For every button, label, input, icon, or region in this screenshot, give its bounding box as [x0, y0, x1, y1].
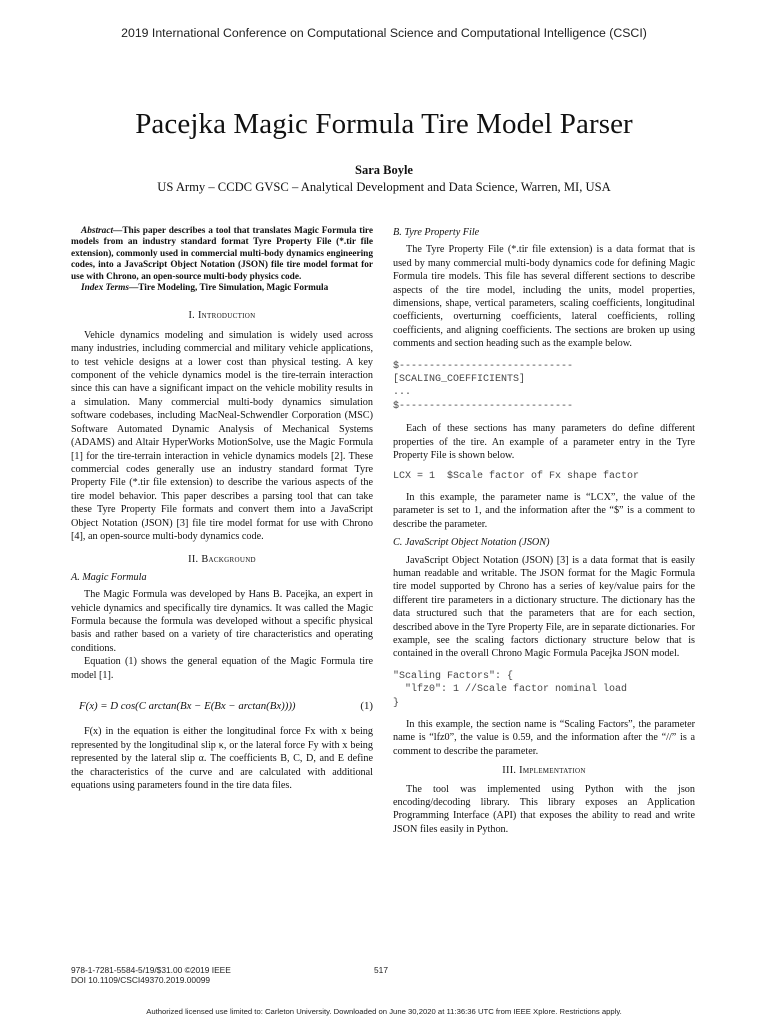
footer-doi: DOI 10.1109/CSCI49370.2019.00099 [71, 975, 211, 986]
right-column [393, 226, 695, 836]
abstract [71, 226, 373, 294]
tyre-paragraph-3: In this example, the parameter name is “LCX”, the value of the parameter is set to 1, and the information after the “$” is a comment to describe the parameter. [393, 491, 695, 530]
json-code-example: "Scaling Factors": { "lfz0": 1 //Scale factor nominal load } [393, 670, 628, 709]
magic-formula-paragraph-3: F(x) in the equation is either the longitudinal force Fx with x being represented by the longitudinal slip κ, or the lateral force Fy with x being represented by the lateral slip α. The coefficients B, C, D, and E define the characteristics of the curve and are calculated with additional equations using parameters found in the tire data files. [71, 726, 373, 792]
subsection-json: C. JavaScript Object Notation (JSON) [393, 537, 550, 549]
index-terms-label: Index Terms [81, 283, 129, 294]
page-number: 517 [374, 965, 388, 975]
json-paragraph-1: JavaScript Object Notation (JSON) [3] is a data format that is easily human readable and writable. The JSON format for the Magic Formula tire model supported by Chrono has a series of key/value pairs for the different tire parameters in a dictionary structure. The dictionary has the data structured such that the parameters that are for each section, described above in the Tyre Property File, are in separate dictionaries. For example, see the scaling factors dictionary structure below that is contained in the overall Chrono Magic Formula Pacejka JSON model. [393, 554, 695, 660]
tyre-code-parameter: LCX = 1 $Scale factor of Fx shape factor [393, 470, 640, 482]
section-heading-introduction: I. Introduction [188, 310, 256, 322]
implementation-paragraph: The tool was implemented using Python with the json encoding/decoding library. This library exposes an Application Programming Interface (API) that exposes the ability to read and write JSON files easily in Python. [393, 783, 695, 835]
section-heading-implementation: III. Implementation [502, 765, 586, 777]
abstract-text: —This paper describes a tool that translates Magic Formula tire models from an industry standard format Tyre Property File (*.tir file extension), commonly used in commercial multi-body dynamics engineering codes, into a JavaScript Object Notation (JSON) file tire model format for use with Chrono, an open-source multi-body physics code. [71, 226, 373, 282]
abstract-label: Abstract [81, 226, 114, 236]
equation-number: (1) [360, 700, 373, 712]
conference-header: 2019 International Conference on Computational Science and Computational Intelligence (CSCI) [121, 26, 647, 40]
author-name: Sara Boyle [355, 163, 413, 177]
equation-1 [71, 700, 373, 713]
magic-formula-paragraph-1: The Magic Formula was developed by Hans B. Pacejka, an expert in vehicle dynamics and specifically tire dynamics. It was called the Magic Formula because the formula was developed without a specific physical basis and rather based on a variety of tire characteristics and operating conditions. [71, 589, 373, 654]
author-affiliation: US Army – CCDC GVSC – Analytical Development and Data Science, Warren, MI, USA [157, 180, 611, 194]
footer-isbn: 978-1-7281-5584-5/19/$31.00 ©2019 IEEE [71, 965, 231, 975]
paper-title: Pacejka Magic Formula Tire Model Parser [135, 108, 633, 140]
intro-paragraph: Vehicle dynamics modeling and simulation is widely used across many industries, including commercial and military vehicle applications, to test vehicle designs at a lower cost than physical testing. A key component of the vehicle dynamics model is the tire-terrain interaction since this can have a significant impact on the vehicle mobility results in a simulation. Many commercial multi-body dynamics simulation software codebases, including MacNeal-Schwendler Corporation (MSC) Software Automated Dynamic Analysis of Mechanical Systems (ADAMS) and Altair HyperWorks MotionSolve, use the Magic Formula [1] for the tire-terrain interaction in vehicle dynamics models [2]. These commercial codes generally use an industry standard format Tyre Property File (*.tir file extension) to describe the various aspects of the tire model behavior. This paper describes a parsing tool that can take these Tyre Property File formats and convert them into a JavaScript Object Notation (JSON) [3] file tire model format for use with Chrono [4], an open-source multi-body dynamics code. [71, 329, 373, 542]
tyre-paragraph-1: The Tyre Property File (*.tir file extension) is a data format that is used by many commercial multi-body dynamics code for defining Magic Formula tire models. This file has several different sections to describe aspects of the tire model, including the units, model properties, dimensions, shape, vertical parameters, scaling coefficients, longitudinal coefficients, overturning coefficients, lateral coefficients, rolling coefficients, and aligning coefficients. The sections are broken up using comments and section heading such as the example below. [393, 244, 695, 350]
subsection-tyre-property-file: B. Tyre Property File [393, 227, 480, 238]
section-heading-background: II. Background [188, 554, 256, 566]
equation-body: F(x) = D cos(C arctan(Bx − E(Bx − arctan(Bx)))) [79, 700, 296, 712]
tyre-paragraph-2: Each of these sections has many parameters do define different properties of the tire. An example of a parameter entry in the Tyre Property File is shown below. [393, 423, 695, 462]
license-notice: Authorized licensed use limited to: Carleton University. Downloaded on June 30,2020 at 11:36:36 UTC from IEEE Xplore. Restrictions apply. [146, 1007, 622, 1016]
magic-formula-paragraph-2: Equation (1) shows the general equation of the Magic Formula tire model [1]. [71, 656, 373, 681]
footer-identifiers [71, 965, 231, 986]
subsection-magic-formula: A. Magic Formula [71, 571, 147, 583]
tyre-code-sections: $----------------------------- [SCALING_COEFFICIENTS] ... $----------------------------- [393, 360, 574, 412]
index-terms-text: —Tire Modeling, Tire Simulation, Magic Formula [128, 283, 329, 294]
left-column [71, 226, 373, 792]
json-paragraph-2: In this example, the section name is “Scaling Factors”, the parameter name is “lfz0”, the value is 0.59, and the information after the “//” is a comment to describe the parameter. [393, 719, 695, 757]
